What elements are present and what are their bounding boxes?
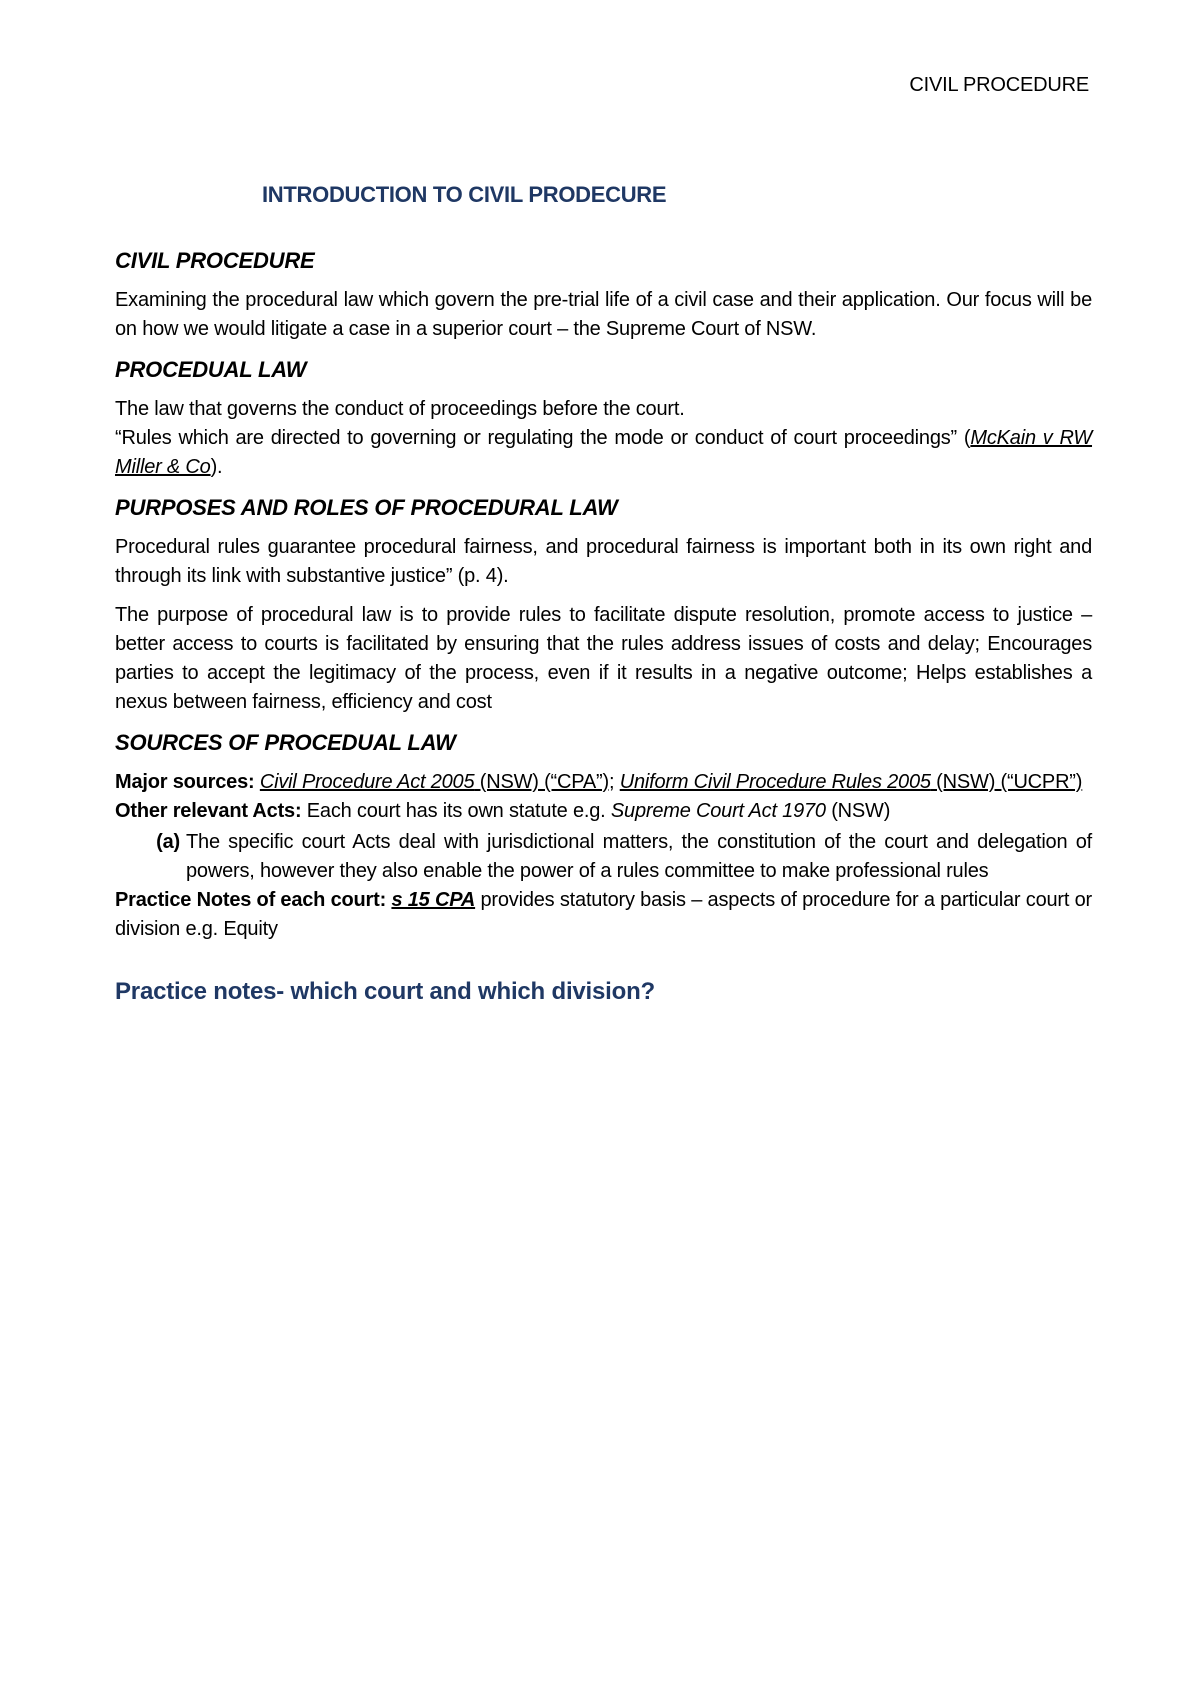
list-marker: (a)	[156, 831, 180, 853]
section-heading-procedual-law: PROCEDUAL LAW	[115, 357, 307, 382]
other-acts-text: Each court has its own statute e.g.	[301, 800, 611, 822]
paragraph-other-acts	[115, 797, 1092, 826]
closing-heading: Practice notes- which court and which division?	[115, 978, 656, 1005]
paragraph-major-sources	[115, 768, 1092, 797]
other-acts-tail: (NSW)	[825, 800, 891, 822]
major-sources-label: Major sources:	[115, 771, 255, 793]
list-item-a	[115, 828, 1092, 886]
section-heading-civil-procedure: CIVIL PROCEDURE	[115, 248, 315, 273]
act-ucpr-tail: (NSW) (“UCPR”)	[930, 771, 1083, 793]
other-acts-label: Other relevant Acts:	[115, 800, 302, 822]
document-body	[115, 182, 1092, 1006]
practice-notes-text: provides statutory basis – aspects of procedure for a particular court or division e.g. Equity	[115, 889, 1093, 940]
section-heading-purposes: PURPOSES AND ROLES OF PROCEDURAL LAW	[115, 495, 618, 520]
list-item-text: The specific court Acts deal with jurisdictional matters, the constitution of the court and delegation of powers, however they also enable the power of a rules committee to make professional rules	[186, 831, 1092, 882]
paragraph-purposes-2: The purpose of procedural law is to provide rules to facilitate dispute resolution, promote access to justice – better access to courts is facilitated by ensuring that the rules address issues of costs and delay; Encourages parties to accept the legitimacy of the process, even if it results in a negative outcome; Helps establishes a nexus between fairness, efficiency and cost	[115, 604, 1092, 713]
paragraph-purposes-1: Procedural rules guarantee procedural fairness, and procedural fairness is important both in its own right and through its link with substantive justice” (p. 4).	[115, 536, 1092, 587]
major-sources-ucpr	[620, 771, 1083, 793]
paragraph-civil-procedure: Examining the procedural law which govern the pre-trial life of a civil case and their application. Our focus will be on how we would litigate a case in a superior court – the Supreme Court of NSW.	[115, 289, 1092, 340]
quote-text: “Rules which are directed to governing or regulating the mode or conduct of court proceedings” (	[115, 427, 971, 449]
practice-notes-ref: s 15 CPA	[391, 889, 476, 911]
act-ucpr-title: Uniform Civil Procedure Rules 2005	[619, 771, 931, 793]
major-sources-separator: ;	[608, 771, 620, 793]
paragraph-procedual-law-quote	[115, 424, 1092, 482]
act-cpa-tail: (NSW) (“CPA”)	[474, 771, 609, 793]
paragraph-procedual-law-definition: The law that governs the conduct of proceedings before the court.	[115, 398, 685, 420]
quote-end: ).	[210, 456, 223, 478]
act-cpa-title: Civil Procedure Act 2005	[259, 771, 475, 793]
case-citation: McKain v RW Miller & Co	[115, 427, 1093, 478]
document-title: INTRODUCTION TO CIVIL PRODECURE	[262, 182, 667, 207]
supreme-court-act: Supreme Court Act 1970	[610, 800, 826, 822]
paragraph-practice-notes	[115, 886, 1092, 944]
practice-notes-label: Practice Notes of each court:	[115, 889, 387, 911]
section-heading-sources: SOURCES OF PROCEDUAL LAW	[115, 730, 456, 755]
major-sources-acts	[260, 771, 609, 793]
running-header: CIVIL PROCEDURE	[909, 74, 1089, 96]
